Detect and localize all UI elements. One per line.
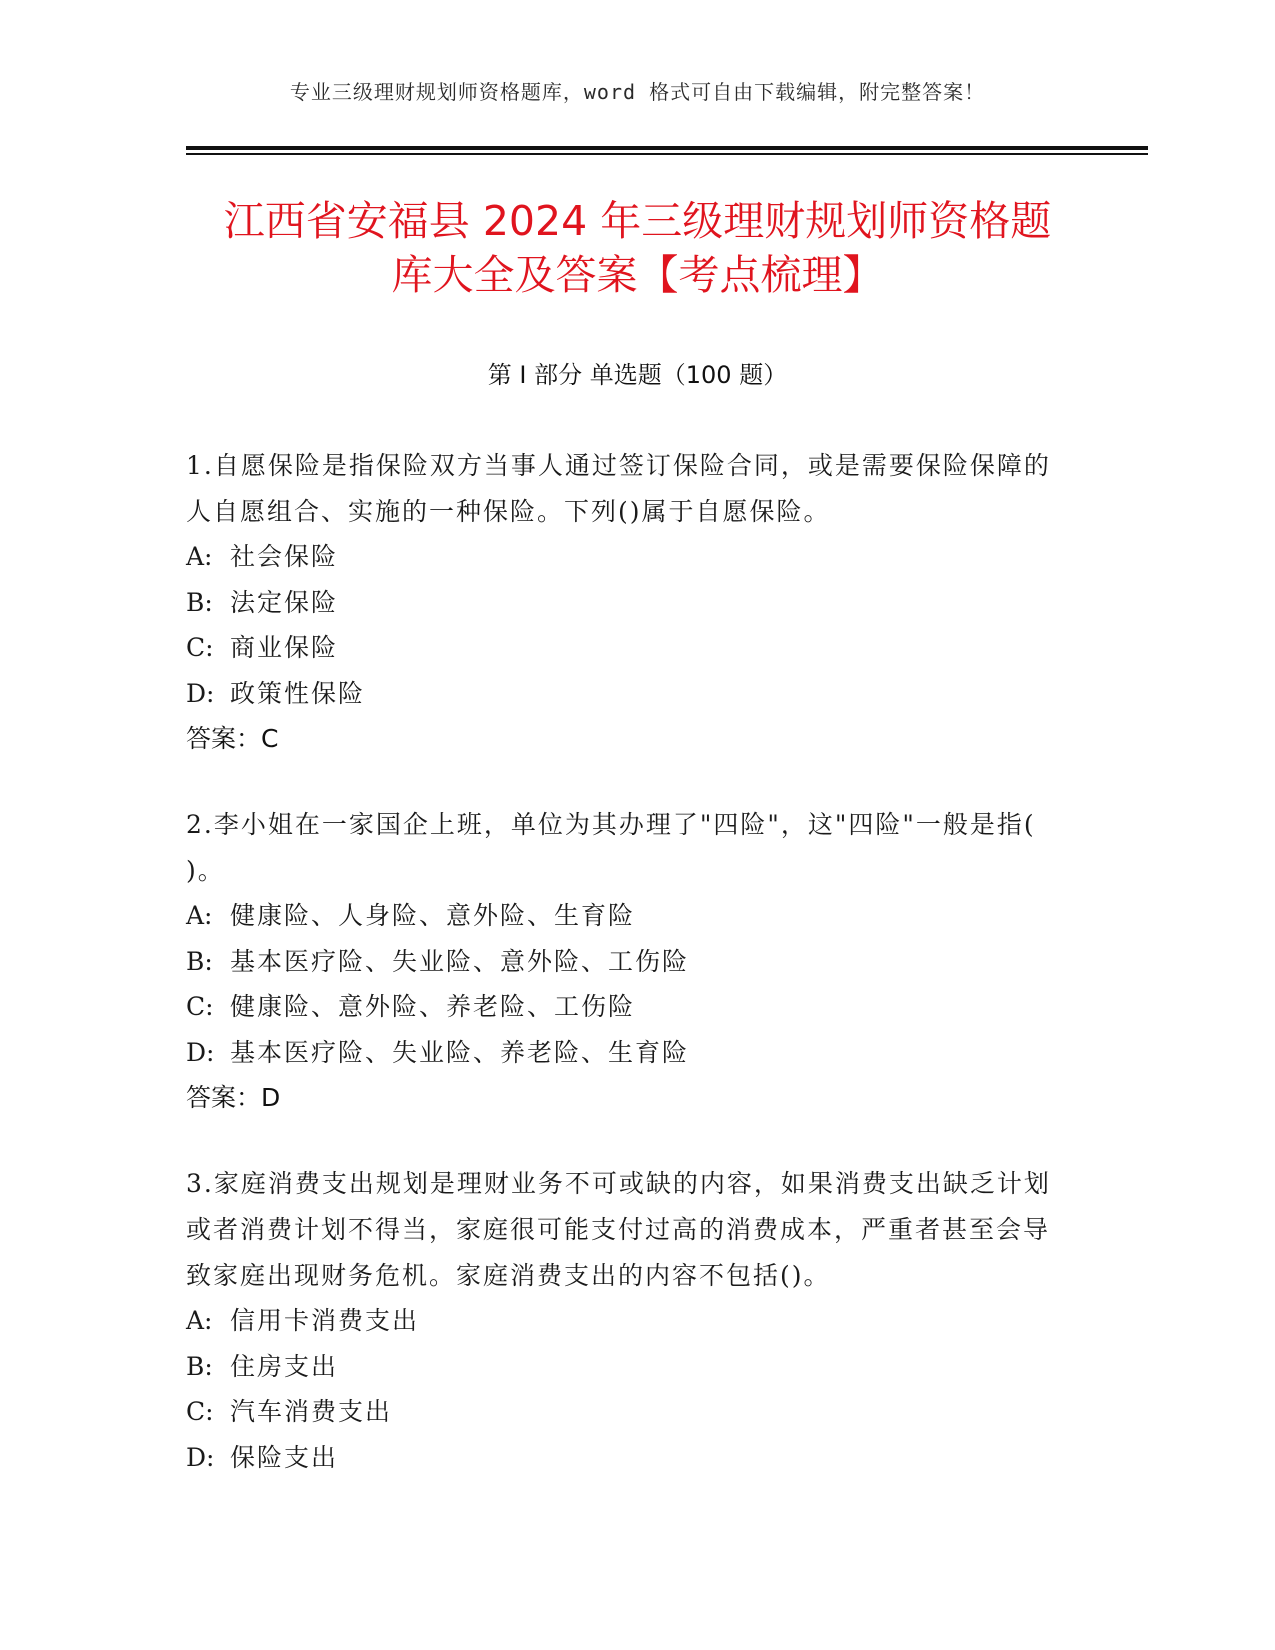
option-c xyxy=(186,984,1056,1030)
option-c xyxy=(186,625,1056,671)
option-d xyxy=(186,671,1056,717)
document-title xyxy=(150,194,1125,302)
divider-thick-line xyxy=(186,146,1148,150)
option-key: C: xyxy=(186,1397,214,1426)
option-key: D: xyxy=(186,1442,215,1472)
option-d xyxy=(186,1030,1056,1076)
question-text: 3.家庭消费支出规划是理财业务不可或缺的内容，如果消费支出缺乏计划或者消费计划不得当，家庭很可能支付过高的消费成本，严重者甚至会导致家庭出现财务危机。家庭消费支出的内容不包括()。 xyxy=(186,1169,1051,1290)
option-text: 商业保险 xyxy=(230,633,339,662)
divider-thin-line xyxy=(186,153,1148,155)
option-text: 健康险、意外险、养老险、工伤险 xyxy=(230,992,636,1021)
option-text: 住房支出 xyxy=(230,1351,339,1381)
document-title-line-1: 江西省安福县 2024 年三级理财规划师资格题 xyxy=(223,197,1052,245)
header-divider xyxy=(186,146,1148,155)
option-c xyxy=(186,1389,1056,1435)
option-b xyxy=(186,580,1056,626)
option-text: 信用卡消费支出 xyxy=(230,1306,420,1335)
option-text: 基本医疗险、失业险、意外险、工伤险 xyxy=(230,946,690,976)
option-text: 基本医疗险、失业险、养老险、生育险 xyxy=(230,1037,690,1067)
option-a xyxy=(186,893,1056,939)
question-2 xyxy=(186,802,1056,1120)
question-1 xyxy=(186,443,1056,761)
question-3 xyxy=(186,1161,1056,1480)
option-key: A: xyxy=(186,542,213,571)
option-a xyxy=(186,1298,1056,1344)
option-text: 保险支出 xyxy=(230,1442,339,1472)
header-note: 专业三级理财规划师资格题库，word 格式可自由下载编辑，附完整答案！ xyxy=(289,80,986,104)
option-text: 社会保险 xyxy=(230,542,339,571)
option-key: B: xyxy=(186,946,213,976)
option-key: B: xyxy=(186,587,213,617)
option-d xyxy=(186,1435,1056,1481)
question-list xyxy=(186,443,1056,1521)
section-title: 第 I 部分 单选题（100 题） xyxy=(487,361,788,389)
question-text: 2.李小姐在一家国企上班，单位为其办理了"四险"，这"四险"一般是指( )。 xyxy=(186,810,1036,885)
option-key: D: xyxy=(186,678,215,708)
option-key: C: xyxy=(186,633,214,662)
option-b xyxy=(186,939,1056,985)
option-b xyxy=(186,1344,1056,1390)
option-text: 健康险、人身险、意外险、生育险 xyxy=(230,901,636,930)
option-text: 政策性保险 xyxy=(230,678,366,708)
answer: 答案：C xyxy=(186,724,279,753)
option-key: A: xyxy=(186,1306,213,1335)
option-a xyxy=(186,534,1056,580)
option-key: A: xyxy=(186,901,213,930)
question-text: 1.自愿保险是指保险双方当事人通过签订保险合同，或是需要保险保障的人自愿组合、实施的一种保险。下列()属于自愿保险。 xyxy=(186,451,1051,526)
document-title-line-2: 库大全及答案【考点梳理】 xyxy=(391,251,884,299)
option-key: B: xyxy=(186,1351,213,1381)
option-key: C: xyxy=(186,992,214,1021)
answer: 答案：D xyxy=(186,1083,281,1112)
option-text: 汽车消费支出 xyxy=(230,1397,393,1426)
option-text: 法定保险 xyxy=(230,587,339,617)
option-key: D: xyxy=(186,1037,215,1067)
